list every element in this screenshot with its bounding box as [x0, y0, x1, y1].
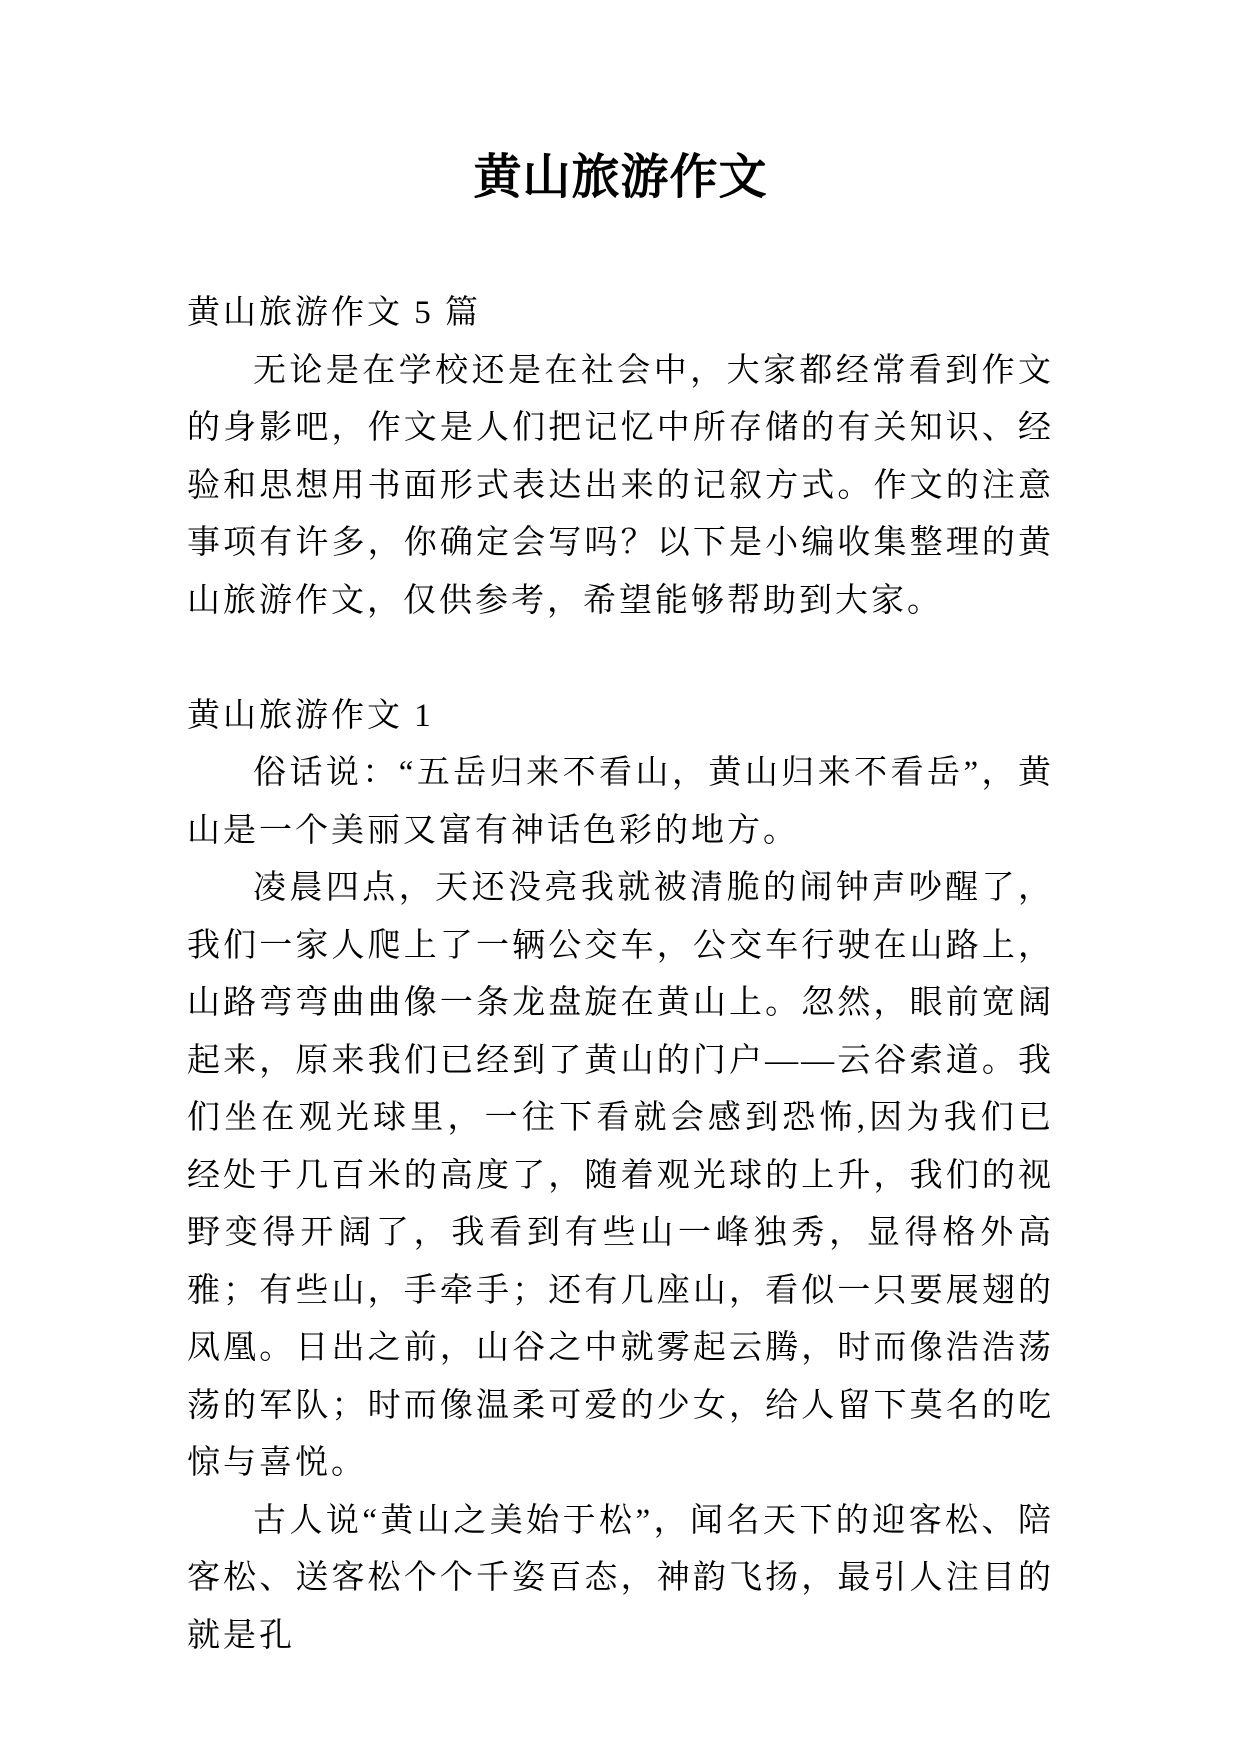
document-body — [187, 285, 1054, 1665]
document-title: 黄山旅游作文 — [473, 151, 768, 204]
blank-line — [187, 630, 1054, 688]
essay-list-heading: 黄山旅游作文 5 篇 — [187, 295, 481, 331]
intro-paragraph: 无论是在学校还是在社会中，大家都经常看到作文的身影吧，作文是人们把记忆中所存储的有关知识、经验和思想用书面形式表达出来的记叙方式。作文的注意事项有许多，你确定会写吗？以下是小编收集整理的黄山旅游作文，仅供参考，希望能够帮助到大家。 — [187, 352, 1054, 619]
essay1-paragraph-pines: 古人说“黄山之美始于松”，闻名天下的迎客松、陪客松、送客松个个千姿百态，神韵飞扬，最引人注目的就是孔 — [187, 1502, 1054, 1654]
essay1-paragraph-journey: 凌晨四点，天还没亮我就被清脆的闹钟声吵醒了，我们一家人爬上了一辆公交车，公交车行驶在山路上，山路弯弯曲曲像一条龙盘旋在黄山上。忽然，眼前宽阔起来，原来我们已经到了黄山的门户——云谷索道。我们坐在观光球里，一往下看就会感到恐怖,因为我们已经处于几百米的高度了，随着观光球的上升，我们的视野变得开阔了，我看到有些山一峰独秀，显得格外高雅；有些山，手牵手；还有几座山，看似一只要展翅的凤凰。日出之前，山谷之中就雾起云腾，时而像浩浩荡荡的军队；时而像温柔可爱的少女，给人留下莫名的吃惊与喜悦。 — [187, 870, 1054, 1481]
essay1-paragraph-quote: 俗话说：“五岳归来不看山，黄山归来不看岳”，黄山是一个美丽又富有神话色彩的地方。 — [187, 755, 1054, 849]
essay1-heading: 黄山旅游作文 1 — [187, 697, 434, 734]
